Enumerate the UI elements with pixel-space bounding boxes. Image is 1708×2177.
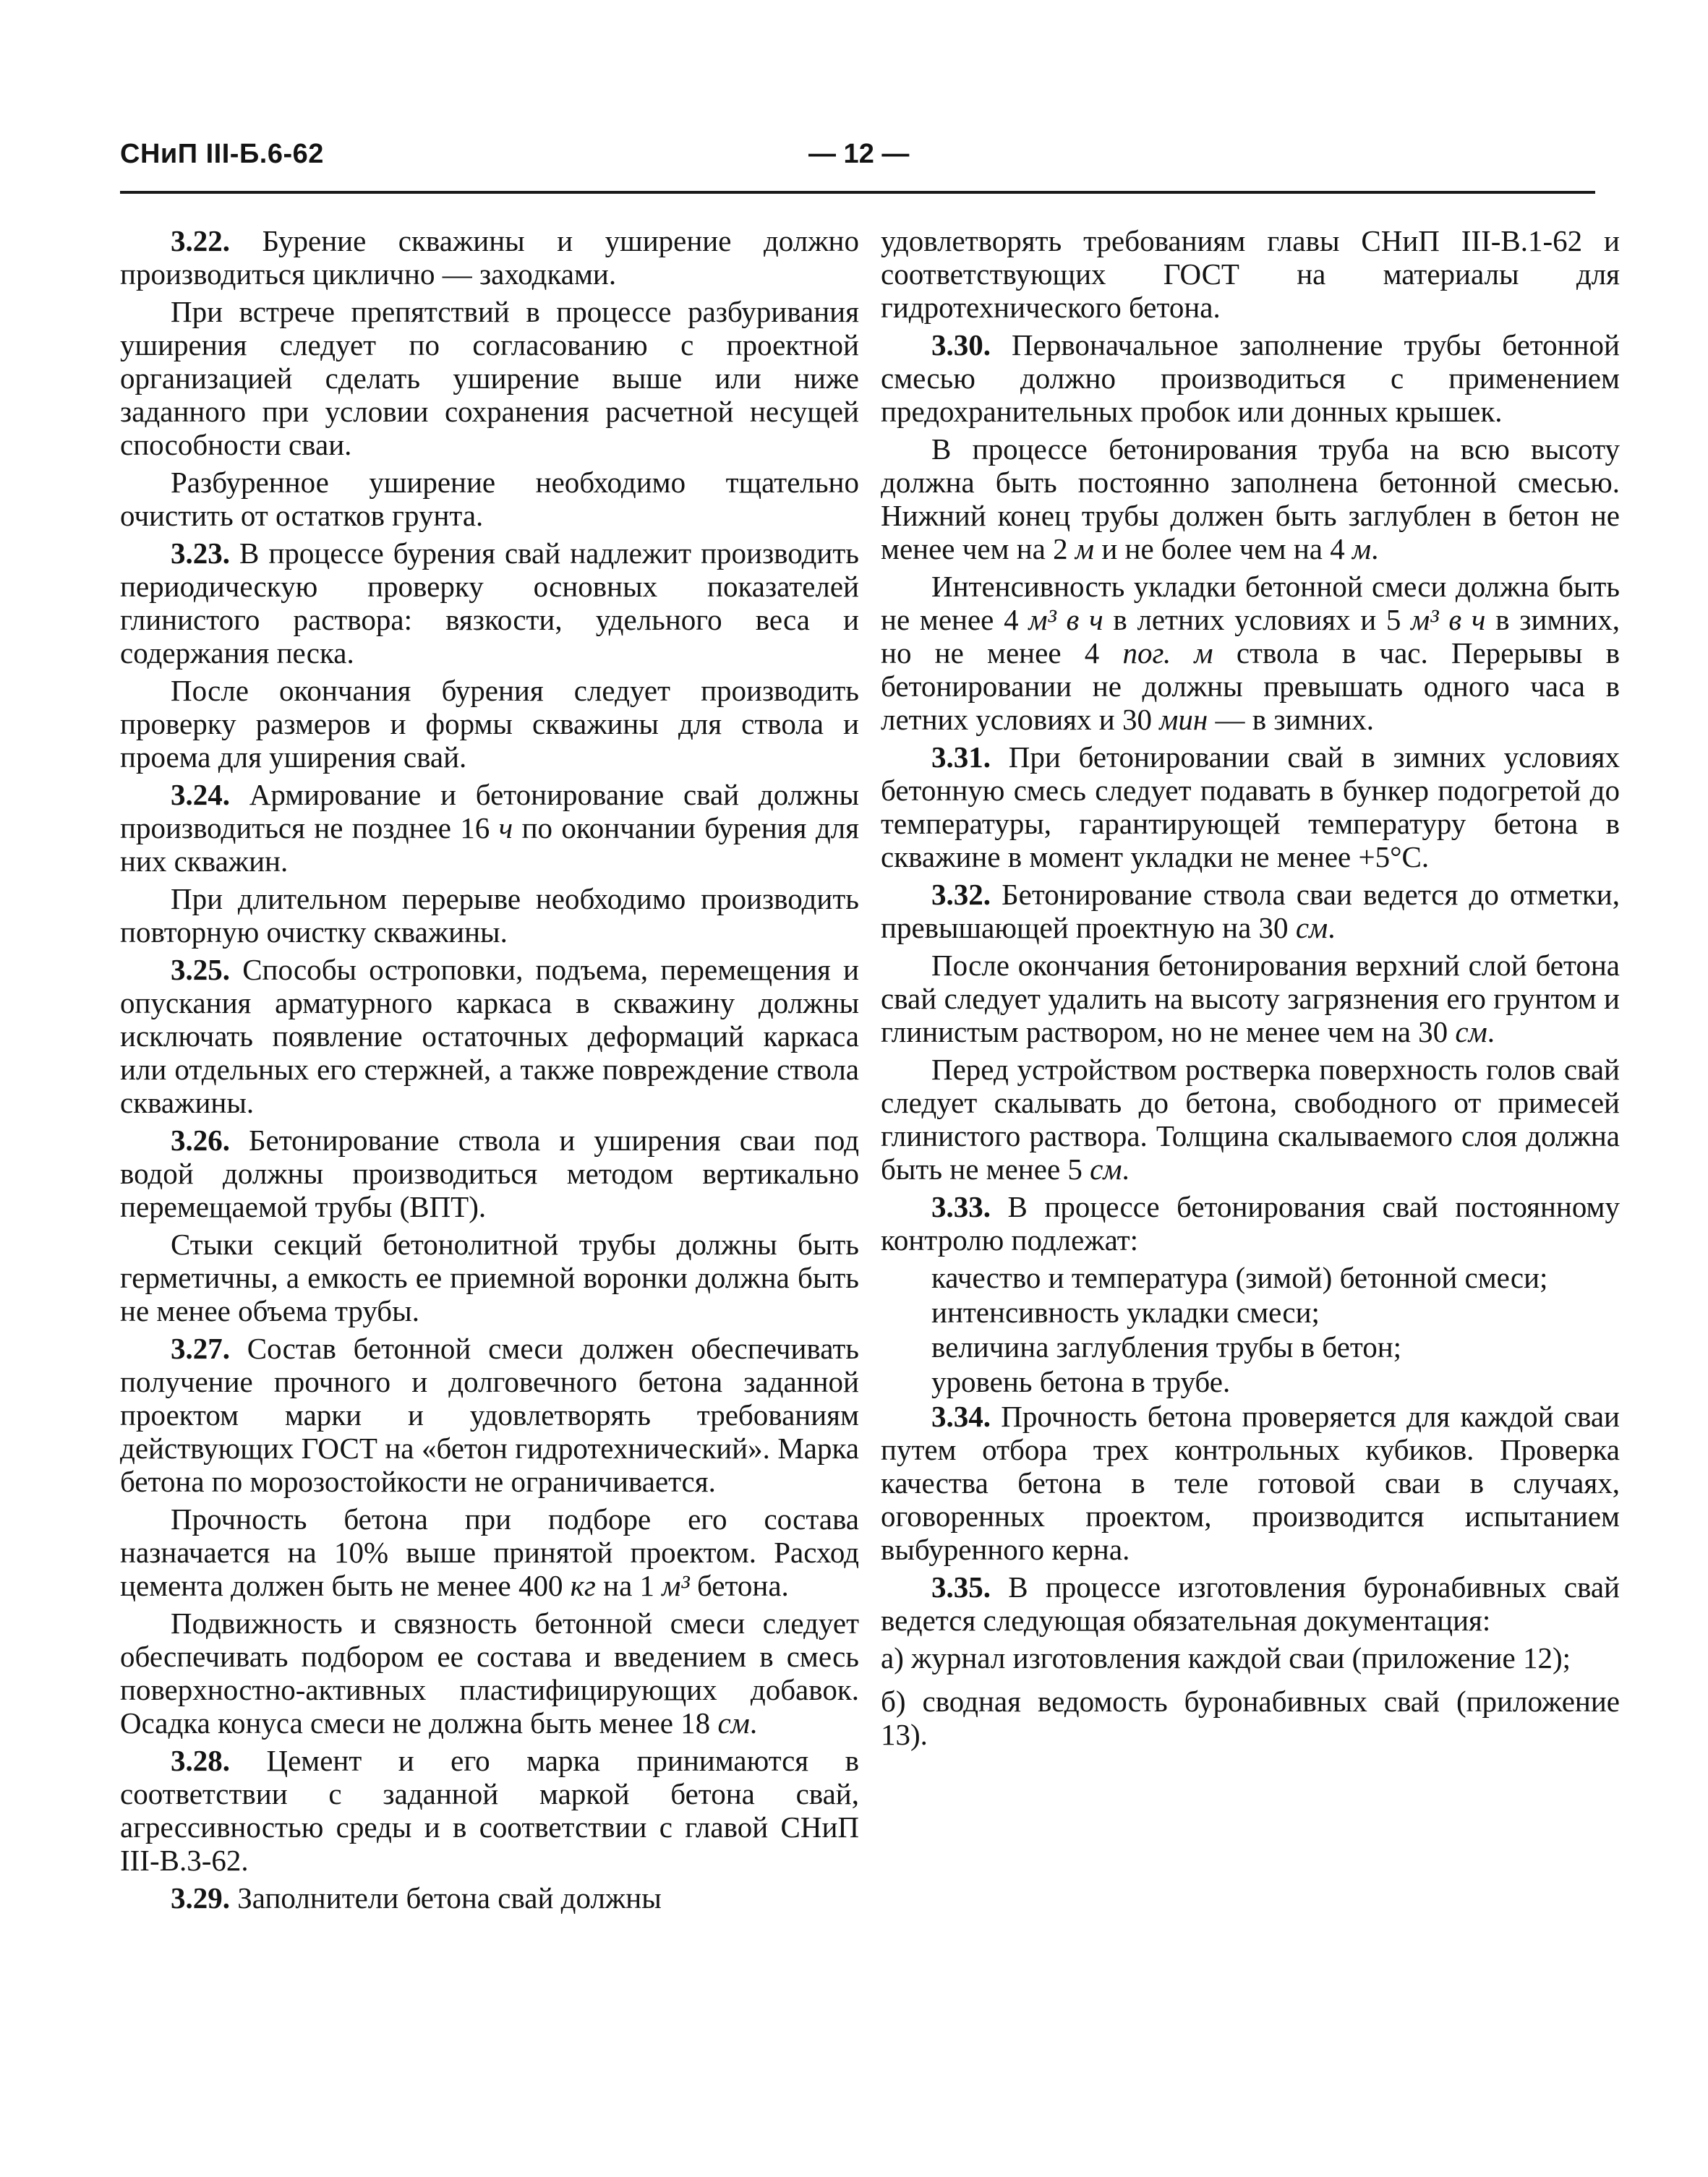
paragraph-text: удовлетворять требованиям главы СНиП III-В.1-62 и соответствующих ГОСТ на материалы для гидротехнического бетона. (881, 224, 1620, 324)
documentation-item: б) сводная ведомость буронабивных свай (приложение 13). (881, 1685, 1620, 1751)
control-item: качество и температура (зимой) бетонной смеси; (931, 1261, 1548, 1294)
unit: м³ в ч (1411, 603, 1486, 636)
paragraph-3-29 (120, 1881, 859, 1915)
paragraph-text: После окончания бетонирования верхний слой бетона свай следует удалить на высоту загрязнения его грунтом и глинистым раствором, но не менее чем на 30 (881, 949, 1620, 1048)
header-rule (120, 191, 1595, 194)
paragraph-3-26 (120, 1124, 859, 1223)
unit: см (1455, 1015, 1487, 1048)
paragraph-text: бетона. (689, 1569, 789, 1602)
left-column (120, 224, 859, 1919)
clause-number: 3.27. (171, 1332, 230, 1365)
paragraph-text: Состав бетонной смеси должен обеспечивать получение прочного и долговечного бетона заданной проектом марки и удовлетворять требованиям действующих ГОСТ на «бетон гидротехнический». Марка бетона по морозостойкости не ограничивается. (120, 1332, 859, 1498)
paragraph-text: — в зимних. (1208, 703, 1375, 736)
paragraph-text: ствола в час. Перерывы в бетонировании не должны превышать одного часа в летних условиях и 30 (881, 636, 1620, 736)
paragraph-text: Разбуренное уширение необходимо тщательно очистить от остатков грунта. (120, 466, 859, 532)
paragraph-3-27 (120, 1332, 859, 1498)
paragraph-text: При бетонировании свай в зимних условиях бетонную смесь следует подавать в бункер подогретой до температуры, гарантирующей температуру бетона в скважине в момент укладки не менее +5°С. (881, 740, 1620, 873)
documentation-item: а) журнал изготовления каждой сваи (приложение 12); (881, 1641, 1571, 1675)
paragraph-text: Заполнители бетона свай должны (230, 1881, 662, 1915)
paragraph-text: В процессе бетонирования свай постоянному контролю подлежат: (881, 1190, 1620, 1257)
clause-number: 3.33. (931, 1190, 991, 1223)
paragraph-text: В процессе бурения свай надлежит производить периодическую проверку основных показателей глинистого раствора: вязкости, удельного веса и содержания песка. (120, 536, 859, 670)
paragraph-3-34 (881, 1400, 1620, 1566)
clause-number: 3.35. (931, 1570, 991, 1604)
paragraph-3-25 (120, 953, 859, 1119)
paragraph-text: Прочность бетона проверяется для каждой сваи путем отбора трех контрольных кубиков. Проверка качества бетона в теле готовой сваи в случаях, оговоренных проектом, производится испытанием выбуренного керна. (881, 1400, 1620, 1566)
unit: кг (570, 1569, 596, 1602)
paragraph-text: . (749, 1706, 758, 1740)
paragraph-text: Бетонирование ствола сваи ведется до отметки, превышающей проектную на 30 (881, 878, 1620, 944)
clause-number: 3.25. (171, 953, 230, 986)
clause-number: 3.29. (171, 1881, 230, 1915)
paragraph-placement-rate (881, 570, 1620, 736)
right-column (881, 224, 1620, 1761)
paragraph-text: . (1487, 1015, 1495, 1048)
unit: см (717, 1706, 750, 1740)
paragraph-text: в летних условиях и 5 (1103, 603, 1412, 636)
unit: мин (1159, 703, 1208, 736)
clause-number: 3.22. (171, 224, 230, 257)
document-code: СНиП III-Б.6-62 (120, 139, 324, 169)
paragraph-text: Прочность бетона при подборе его состава назначается на 10% выше принятой проектом. Расход цемента должен быть не менее 400 (120, 1502, 859, 1602)
paragraph-top-layer-removal (881, 949, 1620, 1048)
paragraph-text: по окончании бурения для них скважин. (120, 811, 859, 878)
paragraph-text: на 1 (595, 1569, 662, 1602)
paragraph-3-32 (881, 878, 1620, 944)
page-header (120, 139, 1595, 182)
paragraph-pipe-filling (881, 432, 1620, 565)
paragraph-3-24 (120, 778, 859, 878)
paragraph-text: . (1122, 1152, 1130, 1186)
paragraph-text: Бурение скважины и уширение должно производиться циклично — заходками. (120, 224, 859, 291)
unit: см (1295, 911, 1328, 944)
unit: м (1352, 532, 1372, 565)
page-number: — 12 — (808, 139, 910, 169)
unit: м (1075, 532, 1095, 565)
paragraph-3-28 (120, 1744, 859, 1877)
paragraph-3-33 (881, 1190, 1620, 1257)
clause-number: 3.28. (171, 1744, 230, 1777)
paragraph-text: и не более чем на 4 (1094, 532, 1352, 565)
control-item: уровень бетона в трубе. (931, 1365, 1231, 1398)
paragraph-text: Бетонирование ствола и уширения сваи под водой должны производиться методом вертикально перемещаемой трубы (ВПТ). (120, 1124, 859, 1223)
paragraph-3-30 (881, 328, 1620, 428)
control-item: величина заглубления трубы в бетон; (931, 1330, 1402, 1364)
paragraph-text: При встрече препятствий в процессе разбуривания уширения следует по согласованию с проектной организацией сделать уширение выше или ниже заданного при условии сохранения расчетной несущей способности сваи. (120, 295, 859, 461)
paragraph-3-22 (120, 224, 859, 291)
paragraph-text: Армирование и бетонирование свай должны производиться не позднее 16 (120, 778, 859, 844)
paragraph-text: Перед устройством ростверка поверхность голов свай следует скалывать до бетона, свободного от примесей глинистого раствора. Толщина скалываемого слоя должна быть не менее 5 (881, 1053, 1620, 1186)
paragraph-pile-head-chipping (881, 1053, 1620, 1186)
paragraph-3-23 (120, 536, 859, 670)
clause-number: 3.32. (931, 878, 991, 911)
paragraph-3-31 (881, 740, 1620, 873)
paragraph-text: После окончания бурения следует производить проверку размеров и формы скважины для ствола и проема для уширения свай. (120, 674, 859, 774)
control-item: интенсивность укладки смеси; (931, 1296, 1320, 1329)
clause-number: 3.34. (931, 1400, 991, 1433)
paragraph-text: При длительном перерыве необходимо производить повторную очистку скважины. (120, 882, 859, 949)
unit: пог. м (1122, 636, 1213, 670)
unit: м³ (662, 1569, 690, 1602)
clause-number: 3.26. (171, 1124, 230, 1157)
clause-number: 3.23. (171, 536, 230, 570)
paragraph-text: Стыки секций бетонолитной трубы должны быть герметичны, а емкость ее приемной воронки должна быть не менее объема трубы. (120, 1228, 859, 1327)
paragraph-mix-workability (120, 1607, 859, 1740)
unit: см (1090, 1152, 1122, 1186)
paragraph-text: В процессе изготовления буронабивных свай ведется следующая обязательная документация: (881, 1570, 1620, 1637)
unit: ч (498, 811, 513, 844)
paragraph-3-35 (881, 1570, 1620, 1637)
paragraph-text: в зимних, но не менее 4 (881, 603, 1620, 670)
clause-number: 3.24. (171, 778, 230, 811)
paragraph-concrete-strength (120, 1502, 859, 1602)
clause-number: 3.31. (931, 740, 991, 774)
paragraph-text: . (1371, 532, 1379, 565)
paragraph-text: Цемент и его марка принимаются в соответствии с заданной маркой бетона свай, агрессивностью среды и в соответствии с главой СНиП III-В.3-62. (120, 1744, 859, 1877)
paragraph-text: Подвижность и связность бетонной смеси следует обеспечивать подбором ее состава и введением в смесь поверхностно-активных пластифицирующих добавок. Осадка конуса смеси не должна быть менее 18 (120, 1607, 859, 1740)
paragraph-text: Способы остроповки, подъема, перемещения и опускания арматурного каркаса в скважину должны исключать появление остаточных деформаций каркаса или отдельных его стержней, а также повреждение ствола скважины. (120, 953, 859, 1119)
paragraph-text: . (1328, 911, 1336, 944)
clause-number: 3.30. (931, 328, 991, 362)
unit: м³ в ч (1028, 603, 1103, 636)
paragraph-text: Интенсивность укладки бетонной смеси должна быть не менее 4 (881, 570, 1620, 636)
paragraph-text: Первоначальное заполнение трубы бетонной смесью должно производиться с применением предохранительных пробок или донных крышек. (881, 328, 1620, 428)
paragraph-text: В процессе бетонирования труба на всю высоту должна быть постоянно заполнена бетонной смесью. Нижний конец трубы должен быть заглублен в бетон не менее чем на 2 (881, 432, 1620, 565)
